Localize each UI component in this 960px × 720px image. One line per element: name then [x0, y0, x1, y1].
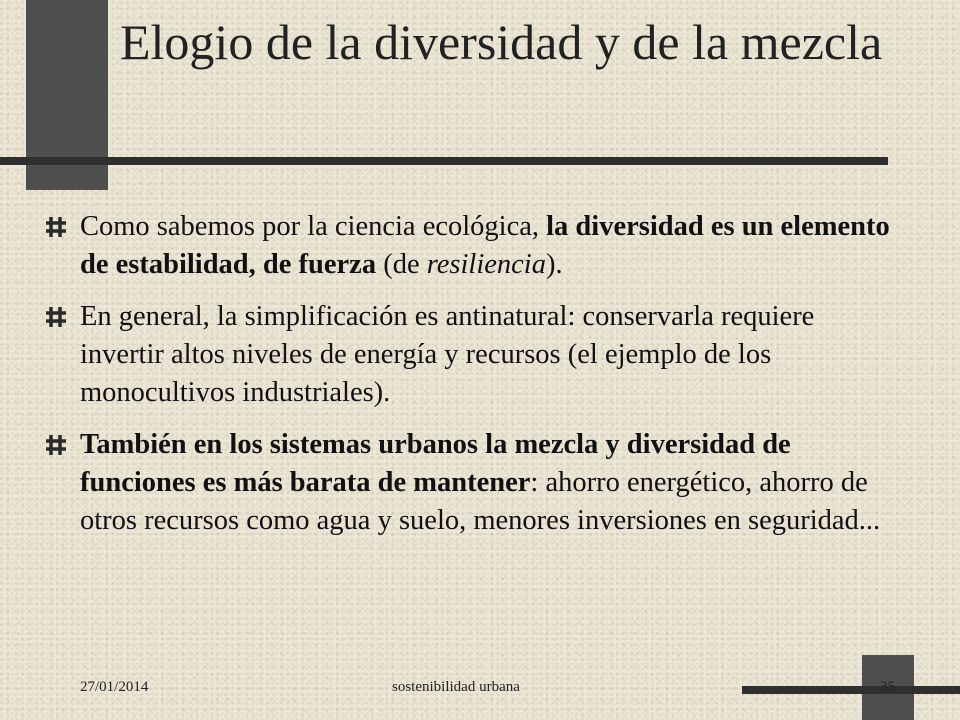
footer-subject: sostenibilidad urbana — [392, 679, 520, 695]
footer-line — [742, 686, 960, 694]
hash-bullet-icon — [45, 434, 67, 456]
bullet-list — [40, 208, 900, 554]
footer-date: 27/01/2014 — [80, 679, 149, 695]
text-segment-normal: ). — [545, 249, 563, 280]
bullet-item — [40, 426, 900, 540]
text-segment-bold: la diversidad es un elemento de estabilidad, de fuerza — [80, 211, 890, 280]
text-segment-italic: resiliencia — [426, 249, 546, 280]
slide-title: Elogio de la diversidad y de la mezcla — [120, 14, 883, 70]
title-underline — [0, 157, 888, 165]
text-segment-bold: También en los sistemas urbanos la mezcla y diversidad de funciones es más barata de mantener — [80, 429, 791, 498]
bullet-item — [40, 298, 900, 412]
hash-bullet-icon — [45, 306, 67, 328]
text-segment-normal: En general, la simplificación es antinatural: conservarla requiere invertir altos niveles de energía y recursos (el ejemplo de los monocultivos industriales). — [80, 301, 815, 408]
bullet-text — [80, 301, 814, 408]
bullet-text — [80, 429, 880, 536]
text-segment-normal: Como sabemos por la ciencia ecológica, — [80, 211, 547, 242]
hash-bullet-icon — [45, 216, 67, 238]
bullet-text — [80, 211, 890, 280]
text-segment-normal: : ahorro energético, ahorro de otros recursos como agua y suelo, menores inversiones en seguridad... — [80, 467, 881, 536]
slide-number: 35 — [880, 679, 895, 695]
text-segment-normal: (de — [376, 249, 427, 280]
bullet-item — [40, 208, 900, 284]
